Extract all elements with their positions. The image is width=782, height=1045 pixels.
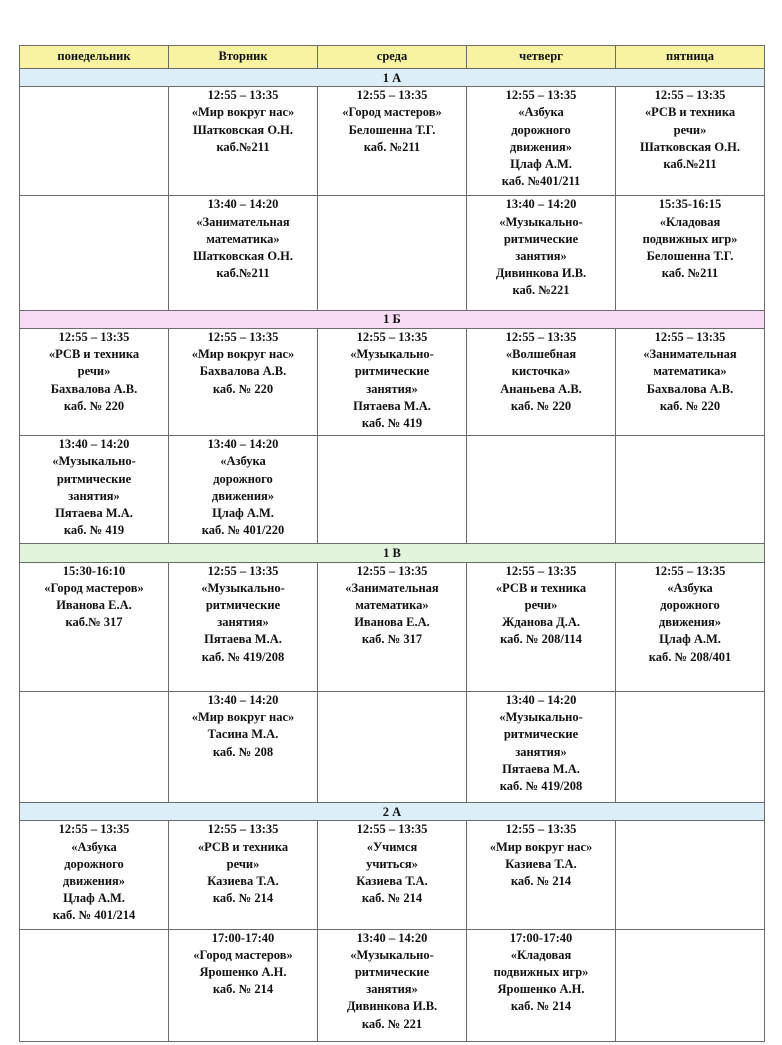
lesson-time: 12:55 – 13:35 [58, 329, 130, 344]
lesson-line: «РСВ и техника [197, 839, 289, 854]
lesson-line: Ананьева А.В. [500, 381, 582, 396]
lesson-line: «РСВ и техника [48, 347, 140, 362]
lesson-time: 13:40 – 14:20 [505, 693, 577, 707]
lesson-line: каб. № 214 [212, 891, 274, 906]
lesson-time: 15:35-16:15 [658, 197, 722, 212]
day-header: пятница [616, 46, 765, 69]
lesson-time: 12:55 – 13:35 [207, 88, 279, 103]
lesson-line: Пятаева М.А. [502, 761, 580, 776]
lesson-cell [467, 196, 616, 310]
lesson-line: каб.№211 [663, 157, 717, 172]
lesson-line: ритмические [354, 364, 430, 379]
lesson-line: речи» [77, 364, 111, 379]
lesson-line: «Мир вокруг нас» [191, 710, 295, 725]
lesson-line: «Музыкально- [499, 710, 583, 725]
lesson-line: «Город мастеров» [44, 580, 144, 595]
lesson-line: «Мир вокруг нас» [191, 347, 295, 362]
group-title: 1 В [20, 544, 765, 562]
lesson-time: 17:00-17:40 [211, 930, 275, 945]
lesson-line: каб. № 214 [212, 982, 274, 997]
lesson-line: речи» [673, 122, 707, 137]
lesson-line: движения» [62, 874, 126, 889]
lesson-line: «Музыкально- [499, 214, 583, 229]
lesson-time: 12:55 – 13:35 [654, 563, 726, 578]
lesson-line: «Занимательная [345, 580, 439, 595]
lesson-line: ритмические [503, 727, 579, 742]
lesson-line: «Город мастеров» [342, 105, 442, 120]
lesson-cell [20, 821, 169, 929]
lesson-cell [20, 692, 169, 803]
lesson-time: 12:55 – 13:35 [654, 88, 726, 103]
lesson-time: 12:55 – 13:35 [58, 822, 130, 837]
lesson-row [20, 328, 765, 435]
lesson-line: занятия» [366, 982, 418, 997]
lesson-cell [169, 87, 318, 196]
lesson-line: речи» [524, 597, 558, 612]
lesson-line: каб. № 220 [63, 398, 125, 413]
group-title: 1 Б [20, 310, 765, 328]
lesson-line: Шатковская О.Н. [192, 122, 294, 137]
lesson-line: Пятаева М.А. [204, 632, 282, 647]
lesson-line: «Азбука [71, 839, 117, 854]
lesson-time: 12:55 – 13:35 [505, 822, 577, 837]
lesson-line: Белошенна Т.Г. [646, 249, 734, 264]
lesson-cell [467, 328, 616, 435]
lesson-line: Белошенна Т.Г. [348, 122, 436, 137]
lesson-line: Шатковская О.Н. [639, 139, 741, 154]
lesson-cell [169, 821, 318, 929]
lesson-line: «Кладовая [510, 947, 572, 962]
lesson-line: Тасина М.А. [207, 727, 279, 742]
lesson-line: Цлаф А.М. [212, 505, 274, 520]
lesson-time: 12:55 – 13:35 [207, 329, 279, 344]
lesson-line: «Азбука [667, 580, 713, 595]
lesson-line: движения» [509, 139, 573, 154]
lesson-cell [616, 328, 765, 435]
lesson-line: дорожного [64, 856, 124, 871]
lesson-cell [616, 562, 765, 691]
lesson-line: Пятаева М.А. [353, 398, 431, 413]
lesson-line: каб. № 208/401 [648, 649, 732, 664]
lesson-line: дорожного [213, 471, 273, 486]
lesson-line: Бахвалова А.В. [199, 364, 287, 379]
lesson-cell [20, 196, 169, 310]
lesson-cell [20, 562, 169, 691]
lesson-line: учиться» [366, 856, 418, 871]
lesson-cell [318, 196, 467, 310]
lesson-line: дорожного [511, 122, 571, 137]
lesson-cell [318, 692, 467, 803]
lesson-cell [616, 929, 765, 1041]
lesson-line: «Город мастеров» [193, 947, 293, 962]
lesson-line: каб.№211 [216, 266, 270, 281]
day-header: Вторник [169, 46, 318, 69]
lesson-line: каб. № 208 [212, 744, 274, 759]
lesson-cell [318, 562, 467, 691]
lesson-line: каб. № 401/214 [52, 908, 136, 923]
lesson-line: каб. № 214 [510, 874, 572, 889]
lesson-line: подвижных игр» [493, 965, 589, 980]
day-header: четверг [467, 46, 616, 69]
lesson-line: Цлаф А.М. [510, 157, 572, 172]
lesson-cell [169, 436, 318, 544]
lesson-time: 12:55 – 13:35 [356, 88, 428, 103]
lesson-row [20, 562, 765, 691]
lesson-line: Казиева Т.А. [207, 874, 279, 889]
lesson-time: 13:40 – 14:20 [58, 437, 130, 452]
lesson-time: 15:30-16:10 [62, 563, 126, 578]
lesson-line: дорожного [660, 597, 720, 612]
lesson-line: ритмические [354, 965, 430, 980]
lesson-time: 12:55 – 13:35 [505, 563, 577, 578]
lesson-line: «Музыкально- [201, 580, 285, 595]
lesson-row [20, 692, 765, 803]
lesson-line: Жданова Д.А. [501, 615, 581, 630]
lesson-line: занятия» [515, 249, 567, 264]
lesson-line: «РСВ и техника [495, 580, 587, 595]
lesson-line: математика» [355, 597, 429, 612]
lesson-line: «РСВ и техника [644, 105, 736, 120]
lesson-time: 12:55 – 13:35 [356, 329, 428, 344]
lesson-row [20, 87, 765, 196]
lesson-time: 12:55 – 13:35 [207, 822, 279, 837]
lesson-line: «Занимательная [196, 214, 290, 229]
lesson-cell [616, 436, 765, 544]
lesson-cell [467, 929, 616, 1041]
lesson-time: 13:40 – 14:20 [207, 197, 279, 212]
lesson-line: речи» [226, 856, 260, 871]
lesson-time: 12:55 – 13:35 [356, 822, 428, 837]
lesson-line: «Музыкально- [350, 347, 434, 362]
lesson-line: Цлаф А.М. [63, 891, 125, 906]
lesson-line: математика» [653, 364, 727, 379]
group-header-row [20, 310, 765, 328]
lesson-line: «Азбука [518, 105, 564, 120]
day-header: среда [318, 46, 467, 69]
lesson-cell [616, 821, 765, 929]
lesson-cell [318, 87, 467, 196]
lesson-line: каб. №211 [661, 266, 719, 281]
lesson-line: каб.№ 317 [65, 615, 123, 630]
lesson-time: 13:40 – 14:20 [207, 437, 279, 452]
lesson-time: 13:40 – 14:20 [356, 930, 428, 945]
lesson-row [20, 821, 765, 929]
lesson-line: движения» [211, 488, 275, 503]
lesson-line: Иванова Е.А. [354, 615, 430, 630]
lesson-time: 12:55 – 13:35 [505, 88, 577, 103]
lesson-line: движения» [658, 615, 722, 630]
lesson-line: каб. №401/211 [501, 174, 581, 189]
lesson-line: Бахвалова А.В. [50, 381, 138, 396]
group-header-row [20, 544, 765, 562]
lesson-cell [169, 328, 318, 435]
lesson-line: каб. № 220 [659, 398, 721, 413]
group-title: 2 А [20, 803, 765, 821]
lesson-time: 12:55 – 13:35 [505, 329, 577, 344]
lesson-line: «Волшебная [505, 347, 577, 362]
lesson-cell [616, 87, 765, 196]
lesson-line: ритмические [503, 231, 579, 246]
lesson-line: Бахвалова А.В. [646, 381, 734, 396]
lesson-line: Шатковская О.Н. [192, 249, 294, 264]
lesson-line: «Музыкально- [52, 454, 136, 469]
day-header: понедельник [20, 46, 169, 69]
lesson-line: «Азбука [220, 454, 266, 469]
lesson-line: «Занимательная [643, 347, 737, 362]
lesson-line: каб. № 419/208 [201, 649, 285, 664]
lesson-line: занятия» [366, 381, 418, 396]
lesson-line: каб. № 208/114 [500, 632, 582, 647]
lesson-time: 12:55 – 13:35 [654, 329, 726, 344]
lesson-cell [467, 436, 616, 544]
lesson-cell [318, 328, 467, 435]
lesson-cell [467, 562, 616, 691]
lesson-line: каб. №221 [512, 283, 570, 298]
lesson-line: кисточка» [511, 364, 571, 379]
lesson-line: Дивинкова И.В. [495, 266, 587, 281]
lesson-row [20, 929, 765, 1041]
lesson-line: занятия» [515, 744, 567, 759]
lesson-line: «Мир вокруг нас» [489, 839, 593, 854]
lesson-cell [20, 328, 169, 435]
lesson-cell [616, 692, 765, 803]
lesson-line: Казиева Т.А. [505, 856, 577, 871]
lesson-line: каб. № 220 [212, 381, 274, 396]
lesson-cell [169, 196, 318, 310]
lesson-line: «Кладовая [659, 214, 721, 229]
lesson-line: Дивинкова И.В. [346, 999, 438, 1014]
group-header-row [20, 803, 765, 821]
lesson-line: «Музыкально- [350, 947, 434, 962]
lesson-cell [467, 87, 616, 196]
lesson-line: «Учимся [366, 839, 418, 854]
lesson-cell [616, 196, 765, 310]
lesson-line: каб. № 220 [510, 398, 572, 413]
lesson-line: Ярошенко А.Н. [199, 965, 287, 980]
lesson-line: каб. № 221 [361, 1016, 423, 1031]
day-header-row [20, 46, 765, 69]
lesson-line: Цлаф А.М. [659, 632, 721, 647]
group-title: 1 А [20, 69, 765, 87]
lesson-row [20, 436, 765, 544]
lesson-line: каб. № 419/208 [499, 779, 583, 794]
lesson-line: каб. № 401/220 [201, 523, 285, 538]
lesson-cell [169, 562, 318, 691]
lesson-line: каб. № 419 [63, 523, 125, 538]
lesson-cell [318, 436, 467, 544]
lesson-line: подвижных игр» [642, 231, 738, 246]
lesson-cell [169, 692, 318, 803]
lesson-cell [20, 929, 169, 1041]
group-header-row [20, 69, 765, 87]
lesson-time: 13:40 – 14:20 [207, 693, 279, 707]
lesson-line: занятия» [217, 615, 269, 630]
lesson-time: 12:55 – 13:35 [356, 563, 428, 578]
lesson-line: «Мир вокруг нас» [191, 105, 295, 120]
lesson-time: 12:55 – 13:35 [207, 563, 279, 578]
lesson-cell [318, 929, 467, 1041]
lesson-cell [318, 821, 467, 929]
lesson-line: каб. № 317 [361, 632, 423, 647]
lesson-time: 17:00-17:40 [509, 930, 573, 945]
lesson-line: занятия» [68, 488, 120, 503]
lesson-line: Казиева Т.А. [356, 874, 428, 889]
lesson-line: каб. №211 [363, 139, 421, 154]
lesson-cell [20, 87, 169, 196]
lesson-line: каб.№211 [216, 139, 270, 154]
lesson-cell [467, 821, 616, 929]
lesson-line: математика» [206, 231, 280, 246]
lesson-line: Пятаева М.А. [55, 505, 133, 520]
lesson-line: ритмические [56, 471, 132, 486]
lesson-row [20, 196, 765, 310]
lesson-time: 13:40 – 14:20 [505, 197, 577, 212]
lesson-cell [467, 692, 616, 803]
lesson-line: каб. № 214 [510, 999, 572, 1014]
schedule-table [19, 45, 765, 1042]
lesson-line: каб. № 419 [361, 415, 423, 430]
lesson-line: каб. № 214 [361, 891, 423, 906]
lesson-cell [169, 929, 318, 1041]
lesson-line: ритмические [205, 597, 281, 612]
lesson-line: Ярошенко А.Н. [497, 982, 585, 997]
lesson-cell [20, 436, 169, 544]
lesson-line: Иванова Е.А. [56, 597, 132, 612]
